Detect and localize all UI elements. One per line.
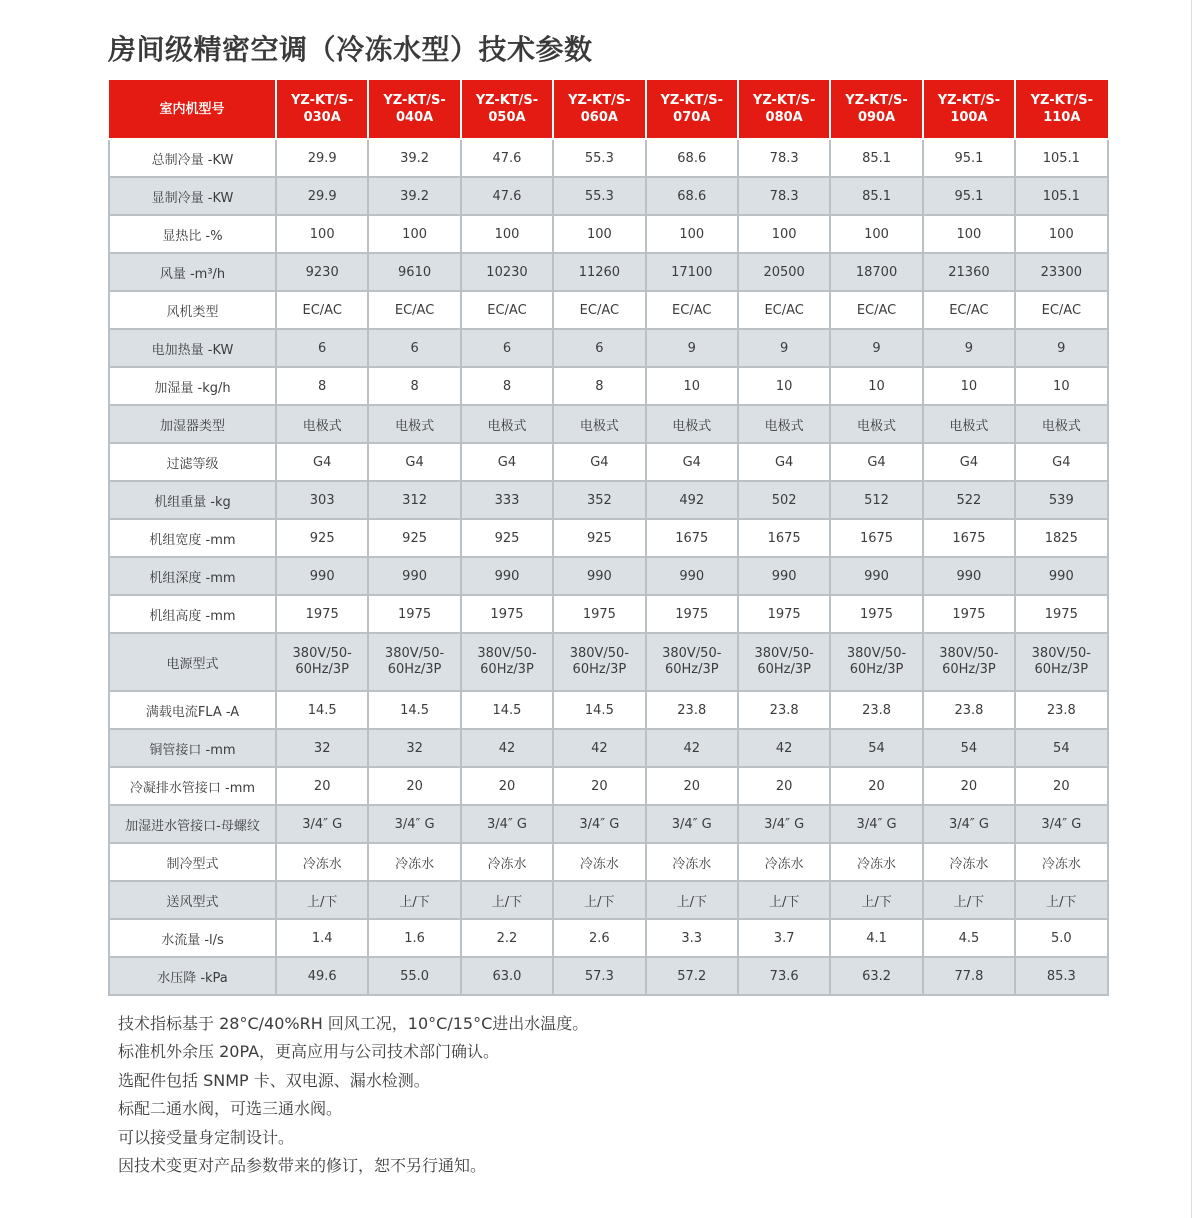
value-cell: 54 [830, 729, 922, 767]
value-cell: 20 [646, 767, 738, 805]
note-item: 因技术变更对产品参数带来的修订，恕不另行通知。 [118, 1156, 487, 1176]
value-cell: 23.8 [738, 691, 830, 729]
value-cell: 冷冻水 [368, 843, 460, 881]
value-cell: 2.2 [461, 919, 553, 957]
value-cell: 18700 [830, 253, 922, 291]
value-cell: 42 [461, 729, 553, 767]
value-cell: 522 [923, 481, 1015, 519]
value-cell: 380V/50-60Hz/3P [646, 633, 738, 691]
value-cell: 925 [368, 519, 460, 557]
value-cell: 1675 [923, 519, 1015, 557]
value-cell: 925 [461, 519, 553, 557]
page-edge-divider [1191, 0, 1192, 1218]
value-cell: 上/下 [276, 881, 368, 919]
value-cell: 39.2 [368, 139, 460, 177]
value-cell: 6 [461, 329, 553, 367]
value-cell: 冷冻水 [646, 843, 738, 881]
value-cell: 380V/50-60Hz/3P [923, 633, 1015, 691]
value-cell: G4 [738, 443, 830, 481]
value-cell: 电极式 [738, 405, 830, 443]
value-cell: 990 [461, 557, 553, 595]
value-cell: 14.5 [461, 691, 553, 729]
value-cell: 925 [276, 519, 368, 557]
value-cell: EC/AC [738, 291, 830, 329]
value-cell: G4 [461, 443, 553, 481]
value-cell: 333 [461, 481, 553, 519]
value-cell: 303 [276, 481, 368, 519]
value-cell: 100 [1015, 215, 1107, 253]
value-cell: 352 [553, 481, 645, 519]
value-cell: 冷冻水 [738, 843, 830, 881]
model-header-cell: YZ-KT/S- 040A [368, 80, 460, 139]
value-cell: 上/下 [1015, 881, 1107, 919]
value-cell: 1975 [830, 595, 922, 633]
value-cell: 20 [553, 767, 645, 805]
value-cell: 380V/50-60Hz/3P [368, 633, 460, 691]
model-header-cell: YZ-KT/S- 030A [276, 80, 368, 139]
value-cell: 3/4″ G [276, 805, 368, 843]
value-cell: EC/AC [368, 291, 460, 329]
value-cell: 6 [553, 329, 645, 367]
value-cell: G4 [553, 443, 645, 481]
value-cell: 380V/50-60Hz/3P [276, 633, 368, 691]
value-cell: 32 [276, 729, 368, 767]
value-cell: 3/4″ G [553, 805, 645, 843]
notes-list [118, 1010, 588, 1180]
value-cell: 10 [923, 367, 1015, 405]
value-cell: 29.9 [276, 139, 368, 177]
row-label-cell: 加湿量 -kg/h [109, 367, 276, 405]
value-cell: 100 [738, 215, 830, 253]
value-cell: 100 [276, 215, 368, 253]
table-row [109, 291, 1108, 329]
value-cell: 10 [738, 367, 830, 405]
row-label-cell: 机组高度 -mm [109, 595, 276, 633]
table-row [109, 843, 1108, 881]
table-row [109, 481, 1108, 519]
value-cell: 55.0 [368, 957, 460, 995]
value-cell: 1825 [1015, 519, 1107, 557]
value-cell: 9 [738, 329, 830, 367]
value-cell: 990 [1015, 557, 1107, 595]
value-cell: 63.0 [461, 957, 553, 995]
value-cell: 990 [738, 557, 830, 595]
value-cell: 3/4″ G [923, 805, 1015, 843]
value-cell: EC/AC [1015, 291, 1107, 329]
value-cell: 55.3 [553, 139, 645, 177]
value-cell: 105.1 [1015, 139, 1107, 177]
value-cell: 380V/50-60Hz/3P [461, 633, 553, 691]
model-header-cell: YZ-KT/S- 060A [553, 80, 645, 139]
row-label-cell: 水流量 -l/s [109, 919, 276, 957]
value-cell: 1.6 [368, 919, 460, 957]
value-cell: 32 [368, 729, 460, 767]
table-row [109, 691, 1108, 729]
table-row [109, 405, 1108, 443]
value-cell: G4 [276, 443, 368, 481]
page-title: 房间级精密空调（冷冻水型）技术参数 [108, 33, 593, 66]
value-cell: 9610 [368, 253, 460, 291]
value-cell: 57.3 [553, 957, 645, 995]
value-cell: 8 [368, 367, 460, 405]
value-cell: 85.3 [1015, 957, 1107, 995]
value-cell: 990 [276, 557, 368, 595]
note-item: 技术指标基于 28°C/40%RH 回风工况，10°C/15°C进出水温度。 [118, 1014, 589, 1033]
value-cell: 20 [461, 767, 553, 805]
table-row [109, 595, 1108, 633]
value-cell: 3/4″ G [1015, 805, 1107, 843]
value-cell: G4 [830, 443, 922, 481]
value-cell: 14.5 [368, 691, 460, 729]
value-cell: 990 [368, 557, 460, 595]
value-cell: 上/下 [830, 881, 922, 919]
value-cell: 3/4″ G [461, 805, 553, 843]
value-cell: 冷冻水 [923, 843, 1015, 881]
value-cell: 5.0 [1015, 919, 1107, 957]
value-cell: EC/AC [461, 291, 553, 329]
table-row [109, 253, 1108, 291]
value-cell: 冷冻水 [830, 843, 922, 881]
table-row [109, 443, 1108, 481]
value-cell: 29.9 [276, 177, 368, 215]
row-label-cell: 水压降 -kPa [109, 957, 276, 995]
value-cell: 8 [276, 367, 368, 405]
value-cell: 63.2 [830, 957, 922, 995]
row-label-cell: 冷凝排水管接口 -mm [109, 767, 276, 805]
model-header-cell: YZ-KT/S- 050A [461, 80, 553, 139]
value-cell: 47.6 [461, 139, 553, 177]
value-cell: 990 [553, 557, 645, 595]
table-row [109, 767, 1108, 805]
table-row [109, 177, 1108, 215]
value-cell: 1975 [646, 595, 738, 633]
value-cell: 11260 [553, 253, 645, 291]
value-cell: 380V/50-60Hz/3P [830, 633, 922, 691]
row-label-cell: 电加热量 -KW [109, 329, 276, 367]
value-cell: 电极式 [923, 405, 1015, 443]
note-item: 选配件包括 SNMP 卡、双电源、漏水检测。 [118, 1070, 430, 1090]
value-cell: 20 [923, 767, 1015, 805]
value-cell: 9 [646, 329, 738, 367]
table-row [109, 919, 1108, 957]
value-cell: 20 [738, 767, 830, 805]
table-row [109, 633, 1108, 691]
value-cell: 20 [368, 767, 460, 805]
value-cell: 1975 [368, 595, 460, 633]
value-cell: 1975 [923, 595, 1015, 633]
value-cell: G4 [368, 443, 460, 481]
row-label-cell: 显热比 -% [109, 215, 276, 253]
row-label-cell: 制冷型式 [109, 843, 276, 881]
value-cell: 8 [553, 367, 645, 405]
value-cell: 380V/50-60Hz/3P [1015, 633, 1107, 691]
value-cell: EC/AC [646, 291, 738, 329]
value-cell: 380V/50-60Hz/3P [738, 633, 830, 691]
value-cell: 100 [553, 215, 645, 253]
value-cell: 68.6 [646, 177, 738, 215]
value-cell: 上/下 [738, 881, 830, 919]
table-header-row [109, 80, 1108, 139]
value-cell: 冷冻水 [1015, 843, 1107, 881]
value-cell: 上/下 [368, 881, 460, 919]
value-cell: 3.3 [646, 919, 738, 957]
value-cell: EC/AC [276, 291, 368, 329]
value-cell: EC/AC [923, 291, 1015, 329]
value-cell: EC/AC [553, 291, 645, 329]
value-cell: 20 [1015, 767, 1107, 805]
row-label-cell: 电源型式 [109, 633, 276, 691]
value-cell: 68.6 [646, 139, 738, 177]
row-label-cell: 显制冷量 -KW [109, 177, 276, 215]
value-cell: 9 [1015, 329, 1107, 367]
value-cell: 1675 [738, 519, 830, 557]
value-cell: 54 [923, 729, 1015, 767]
value-cell: 1975 [738, 595, 830, 633]
value-cell: G4 [646, 443, 738, 481]
note-item: 标准机外余压 20PA，更高应用与公司技术部门确认。 [118, 1042, 500, 1062]
header-label-cell: 室内机型号 [109, 80, 276, 139]
value-cell: 10 [830, 367, 922, 405]
value-cell: 14.5 [276, 691, 368, 729]
value-cell: 1975 [553, 595, 645, 633]
value-cell: 23.8 [830, 691, 922, 729]
value-cell: 39.2 [368, 177, 460, 215]
row-label-cell: 过滤等级 [109, 443, 276, 481]
value-cell: 23.8 [1015, 691, 1107, 729]
value-cell: 9230 [276, 253, 368, 291]
value-cell: 20500 [738, 253, 830, 291]
row-label-cell: 风机类型 [109, 291, 276, 329]
value-cell: 55.3 [553, 177, 645, 215]
value-cell: 990 [830, 557, 922, 595]
value-cell: 100 [368, 215, 460, 253]
value-cell: 105.1 [1015, 177, 1107, 215]
spec-table-body [109, 139, 1108, 995]
value-cell: 冷冻水 [461, 843, 553, 881]
table-row [109, 557, 1108, 595]
model-header-cell: YZ-KT/S- 090A [830, 80, 922, 139]
value-cell: 冷冻水 [276, 843, 368, 881]
value-cell: 电极式 [646, 405, 738, 443]
model-header-cell: YZ-KT/S- 080A [738, 80, 830, 139]
value-cell: 3/4″ G [830, 805, 922, 843]
value-cell: 42 [553, 729, 645, 767]
row-label-cell: 送风型式 [109, 881, 276, 919]
value-cell: 2.6 [553, 919, 645, 957]
value-cell: 14.5 [553, 691, 645, 729]
value-cell: 100 [923, 215, 1015, 253]
model-header-cell: YZ-KT/S- 110A [1015, 80, 1107, 139]
value-cell: 42 [646, 729, 738, 767]
value-cell: 10 [646, 367, 738, 405]
value-cell: 3.7 [738, 919, 830, 957]
table-row [109, 519, 1108, 557]
value-cell: 17100 [646, 253, 738, 291]
row-label-cell: 加湿进水管接口-母螺纹 [109, 805, 276, 843]
value-cell: 3/4″ G [738, 805, 830, 843]
value-cell: 1675 [646, 519, 738, 557]
value-cell: 1975 [461, 595, 553, 633]
row-label-cell: 机组重量 -kg [109, 481, 276, 519]
value-cell: 95.1 [923, 139, 1015, 177]
value-cell: 42 [738, 729, 830, 767]
value-cell: 57.2 [646, 957, 738, 995]
value-cell: 冷冻水 [553, 843, 645, 881]
row-label-cell: 机组深度 -mm [109, 557, 276, 595]
value-cell: 85.1 [830, 177, 922, 215]
row-label-cell: 机组宽度 -mm [109, 519, 276, 557]
model-header-cell: YZ-KT/S- 070A [646, 80, 738, 139]
value-cell: 电极式 [461, 405, 553, 443]
value-cell: 21360 [923, 253, 1015, 291]
value-cell: 502 [738, 481, 830, 519]
value-cell: 电极式 [830, 405, 922, 443]
value-cell: 20 [276, 767, 368, 805]
table-row [109, 329, 1108, 367]
value-cell: 85.1 [830, 139, 922, 177]
value-cell: 492 [646, 481, 738, 519]
value-cell: 100 [646, 215, 738, 253]
value-cell: 6 [368, 329, 460, 367]
note-item: 可以接受量身定制设计。 [118, 1127, 295, 1147]
value-cell: 上/下 [646, 881, 738, 919]
value-cell: 990 [646, 557, 738, 595]
value-cell: 3/4″ G [646, 805, 738, 843]
value-cell: 73.6 [738, 957, 830, 995]
value-cell: 10230 [461, 253, 553, 291]
row-label-cell: 铜管接口 -mm [109, 729, 276, 767]
table-row [109, 805, 1108, 843]
value-cell: 1.4 [276, 919, 368, 957]
row-label-cell: 加湿器类型 [109, 405, 276, 443]
value-cell: 47.6 [461, 177, 553, 215]
value-cell: 4.5 [923, 919, 1015, 957]
value-cell: 512 [830, 481, 922, 519]
value-cell: 78.3 [738, 177, 830, 215]
spec-table [108, 80, 1109, 996]
value-cell: 8 [461, 367, 553, 405]
value-cell: 3/4″ G [368, 805, 460, 843]
value-cell: 100 [461, 215, 553, 253]
value-cell: 9 [830, 329, 922, 367]
value-cell: 990 [923, 557, 1015, 595]
value-cell: 1975 [276, 595, 368, 633]
table-row [109, 367, 1108, 405]
value-cell: 电极式 [276, 405, 368, 443]
value-cell: 23.8 [923, 691, 1015, 729]
value-cell: 4.1 [830, 919, 922, 957]
value-cell: 54 [1015, 729, 1107, 767]
value-cell: 77.8 [923, 957, 1015, 995]
table-row [109, 139, 1108, 177]
value-cell: G4 [1015, 443, 1107, 481]
value-cell: 上/下 [923, 881, 1015, 919]
value-cell: EC/AC [830, 291, 922, 329]
value-cell: 49.6 [276, 957, 368, 995]
table-row [109, 881, 1108, 919]
value-cell: 380V/50-60Hz/3P [553, 633, 645, 691]
value-cell: 20 [830, 767, 922, 805]
value-cell: 电极式 [368, 405, 460, 443]
value-cell: 电极式 [553, 405, 645, 443]
value-cell: 1675 [830, 519, 922, 557]
value-cell: 539 [1015, 481, 1107, 519]
value-cell: 95.1 [923, 177, 1015, 215]
row-label-cell: 满载电流FLA -A [109, 691, 276, 729]
table-row [109, 215, 1108, 253]
value-cell: 上/下 [553, 881, 645, 919]
table-row [109, 957, 1108, 995]
value-cell: 9 [923, 329, 1015, 367]
model-header-cell: YZ-KT/S- 100A [923, 80, 1015, 139]
note-item: 标配二通水阀，可选三通水阀。 [118, 1099, 343, 1119]
value-cell: G4 [923, 443, 1015, 481]
value-cell: 23300 [1015, 253, 1107, 291]
table-row [109, 729, 1108, 767]
value-cell: 78.3 [738, 139, 830, 177]
value-cell: 上/下 [461, 881, 553, 919]
value-cell: 电极式 [1015, 405, 1107, 443]
value-cell: 1975 [1015, 595, 1107, 633]
value-cell: 312 [368, 481, 460, 519]
row-label-cell: 风量 -m³/h [109, 253, 276, 291]
value-cell: 23.8 [646, 691, 738, 729]
row-label-cell: 总制冷量 -KW [109, 139, 276, 177]
value-cell: 10 [1015, 367, 1107, 405]
value-cell: 100 [830, 215, 922, 253]
value-cell: 925 [553, 519, 645, 557]
value-cell: 6 [276, 329, 368, 367]
